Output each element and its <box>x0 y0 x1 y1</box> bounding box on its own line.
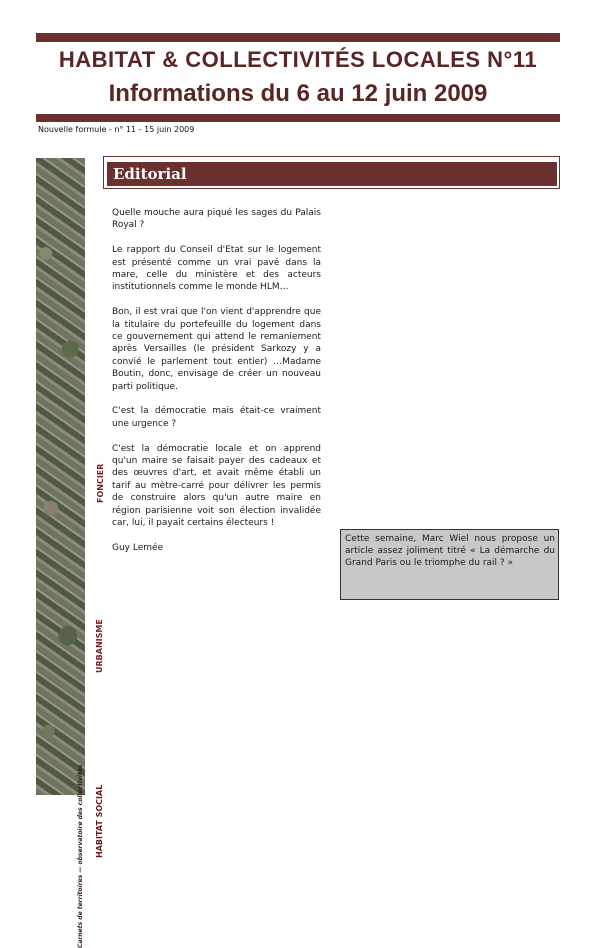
header-top-rule <box>36 33 560 42</box>
editorial-heading: Editorial <box>113 165 187 183</box>
sidebar-caption: Carnets de territoires — observatoire des collectivités <box>77 764 84 948</box>
editorial-signature: Guy Lemée <box>112 542 164 553</box>
editorial-paragraph: Bon, il est vrai que l'on vient d'apprendre que la titulaire du portefeuille du logement dans ce gouvernement qui attend le remaniement après Versailles (le président Sarkozy y a convié le parlement tout entier) …Madame Boutin, donc, envisage de créer un nouveau parti politique. <box>112 307 321 392</box>
editorial-article <box>112 207 321 567</box>
sidebar-label-habitat-social: HABITAT SOCIAL <box>95 784 104 858</box>
sidebar-label-urbanisme: URBANISME <box>95 619 104 673</box>
newsletter-title: HABITAT & COLLECTIVITÉS LOCALES N°11 <box>58 47 538 72</box>
editorial-paragraph: C'est la démocratie mais était-ce vraiment une urgence ? <box>112 406 321 429</box>
header-bottom-rule <box>36 114 560 122</box>
editorial-paragraph: C'est la démocratie locale et on apprend qu'un maire se faisait payer des cadeaux et des œuvres d'art, et avait même établi un tarif au mètre-carré pour délivrer les permis de construire alors qu'un autre maire en région parisienne voit son élection invalidée car, lui, il payait certains électeurs ! <box>112 443 321 529</box>
issue-subline: Nouvelle formule - n° 11 - 15 juin 2009 <box>38 125 195 134</box>
sidebar-label-foncier: FONCIER <box>96 463 105 503</box>
sidebar-aerial-photo <box>36 158 105 948</box>
editorial-paragraph: Le rapport du Conseil d'Etat sur le logement est présenté comme un vrai pavé dans la mare, celle du ministère et des acteurs institutionnels comme le monde HLM… <box>112 245 321 293</box>
week-highlight-box: Cette semaine, Marc Wiel nous propose un article assez joliment titré « La démarche du Grand Paris ou le triomphe du rail ? » <box>340 529 559 600</box>
issue-dates: Informations du 6 au 12 juin 2009 <box>108 80 488 107</box>
editorial-paragraph: Quelle mouche aura piqué les sages du Palais Royal ? <box>112 208 321 231</box>
